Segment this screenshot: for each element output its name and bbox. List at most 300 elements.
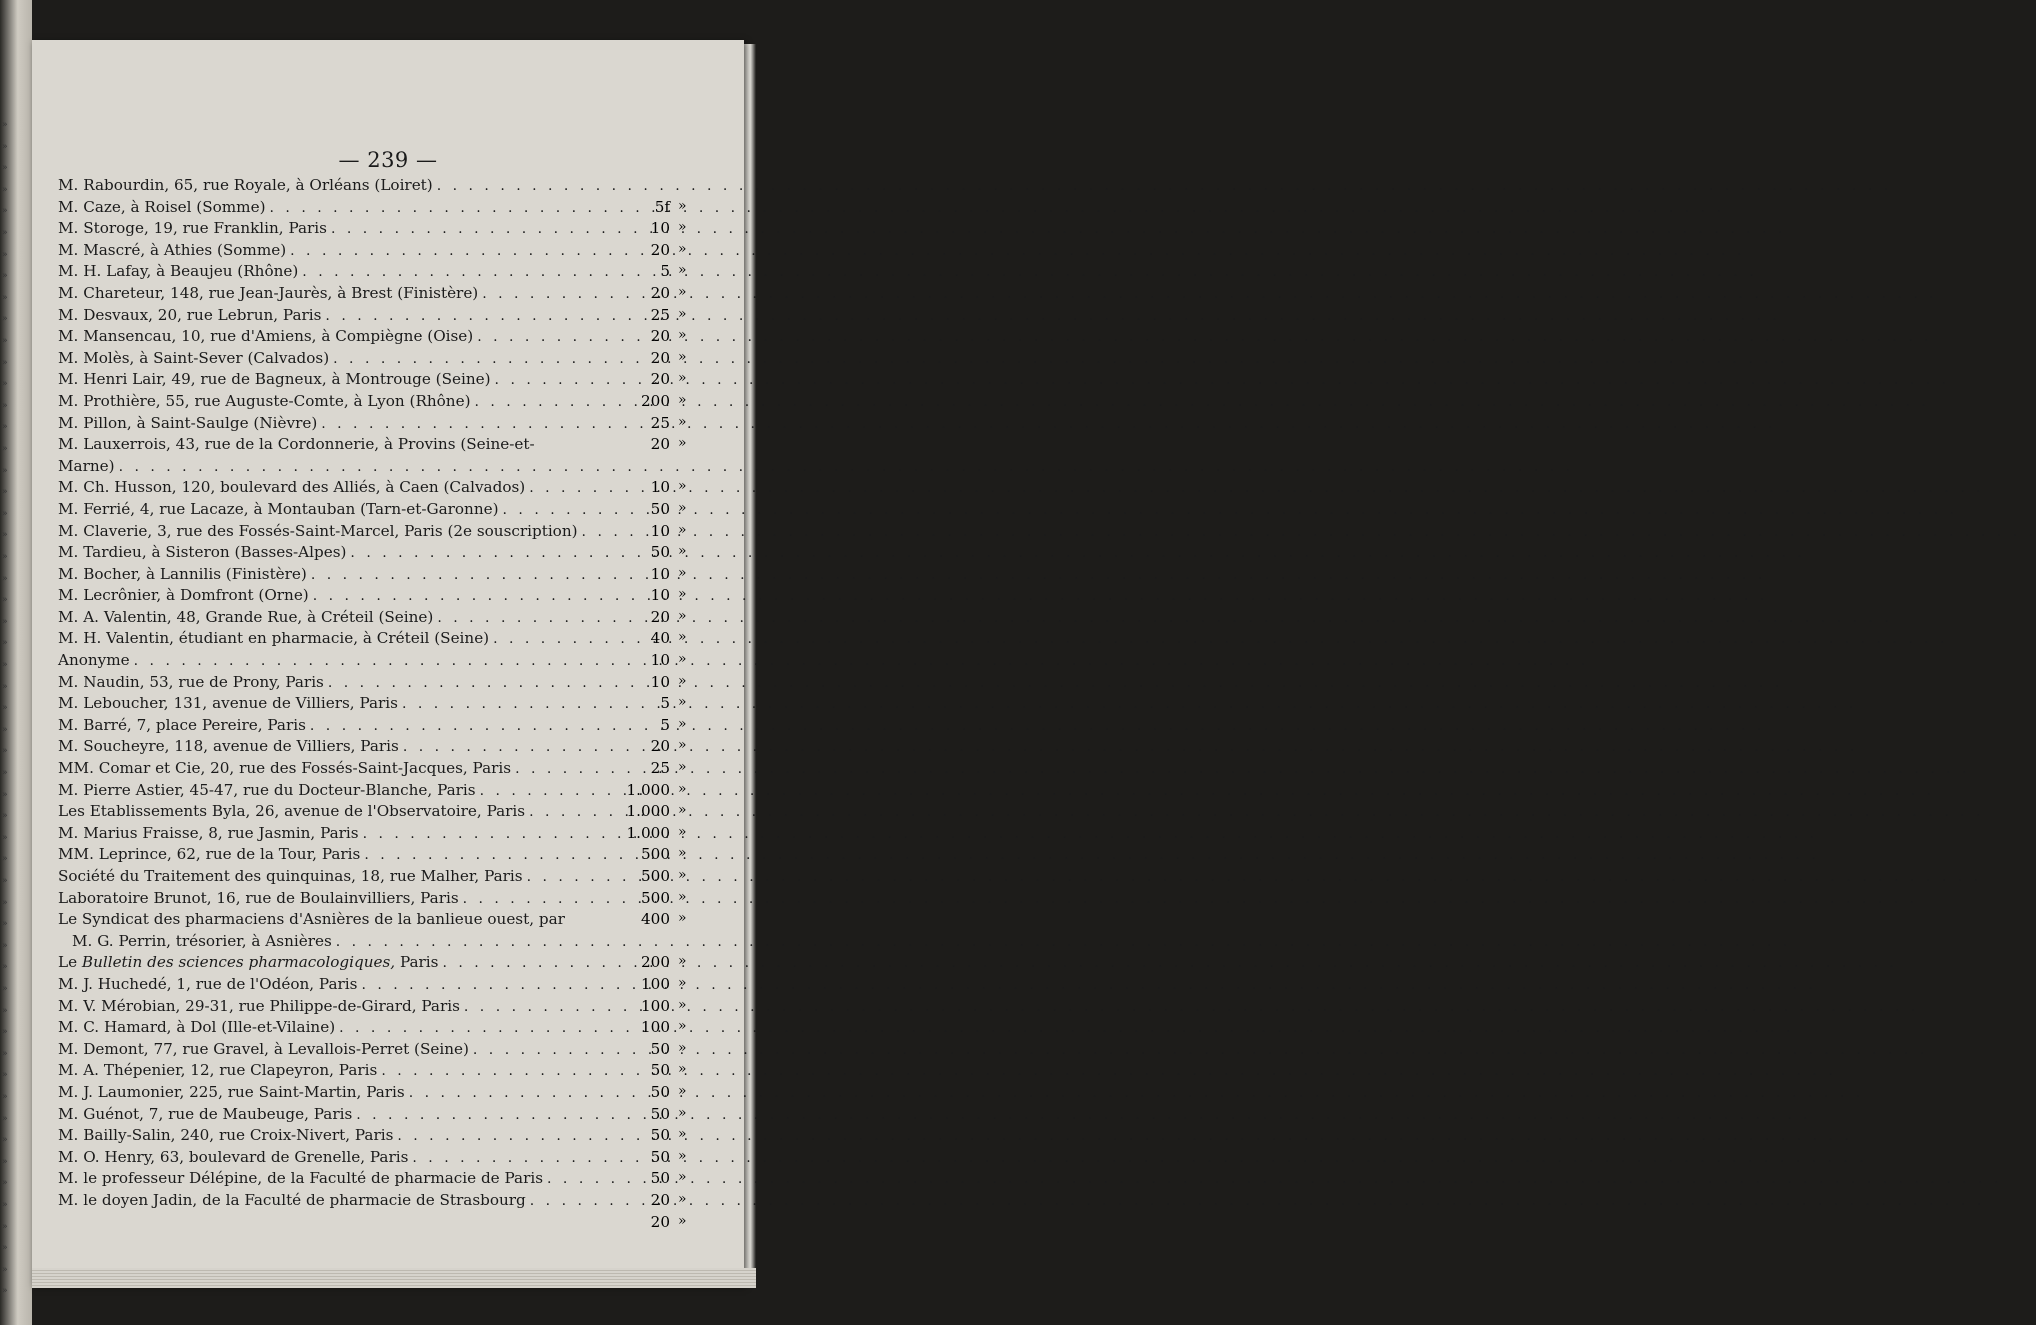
edge-mark: » bbox=[2, 746, 8, 757]
amount: 40 bbox=[650, 629, 670, 648]
amount: 5 bbox=[660, 694, 670, 713]
dot-leader bbox=[543, 1171, 2002, 1187]
amount: 10 bbox=[650, 651, 670, 670]
subscriber-name: Marne) bbox=[58, 456, 115, 475]
subscriber-name: M. Barré, 7, place Pereire, Paris bbox=[58, 715, 306, 734]
dot-leader bbox=[398, 696, 1857, 712]
dot-leader bbox=[309, 588, 1768, 604]
subscriber-name: Laboratoire Brunot, 16, rue de Boulainvilliers, Paris bbox=[58, 888, 459, 907]
entry-line bbox=[58, 910, 633, 932]
dot-leader bbox=[306, 715, 1765, 734]
dot-leader bbox=[393, 1128, 1852, 1144]
entry-line bbox=[58, 737, 593, 759]
subscriber-name: M. C. Hamard, à Dol (Ille-et-Vilaine) bbox=[58, 1018, 336, 1037]
edge-mark: » bbox=[2, 314, 8, 325]
amount-unit: » bbox=[678, 1169, 687, 1186]
entry-line bbox=[58, 1126, 593, 1148]
edge-mark: » bbox=[2, 1092, 8, 1102]
dot-leader bbox=[491, 372, 1950, 388]
amount: 50 bbox=[650, 1061, 670, 1080]
amount-unit: » bbox=[678, 715, 687, 732]
dot-leader bbox=[357, 974, 1816, 993]
amount: 20 bbox=[650, 240, 670, 259]
amount-unit: » bbox=[678, 629, 687, 646]
amount-unit: » bbox=[678, 413, 687, 430]
entry-line bbox=[58, 889, 593, 911]
subscriber-name: M. le doyen Jadin, de la Faculté de pharmacie de Strasbourg bbox=[58, 1190, 526, 1209]
edge-mark: » bbox=[2, 1048, 8, 1059]
edge-mark: » bbox=[2, 357, 8, 368]
subscriber-name: M. Naudin, 53, rue de Prony, Paris bbox=[58, 672, 324, 691]
amount-unit: » bbox=[678, 586, 687, 603]
dot-leader bbox=[578, 521, 2036, 540]
subscriber-name: M. Desvaux, 20, rue Lebrun, Paris bbox=[58, 305, 322, 324]
dot-leader bbox=[523, 869, 1982, 885]
amount-unit: » bbox=[678, 391, 687, 408]
dot-leader bbox=[399, 739, 1858, 755]
dot-leader bbox=[433, 607, 1892, 626]
dot-leader bbox=[115, 459, 1574, 475]
amount: 20 bbox=[650, 348, 670, 367]
amount-unit: » bbox=[678, 499, 687, 516]
entry-line bbox=[58, 651, 593, 673]
amount-unit: » bbox=[678, 1104, 687, 1121]
amount-unit: » bbox=[678, 607, 687, 624]
amount-unit: » bbox=[678, 694, 687, 711]
edge-mark: » bbox=[2, 616, 8, 627]
amount-unit: » bbox=[678, 1061, 687, 1078]
list-item bbox=[58, 435, 648, 457]
subscriber-name: M. Claverie, 3, rue des Fossés-Saint-Marcel, Paris (2e souscription) bbox=[58, 521, 578, 540]
edge-mark: » bbox=[2, 292, 8, 303]
entry-line bbox=[58, 457, 593, 479]
amount-unit: » bbox=[678, 197, 687, 214]
edge-mark: » bbox=[2, 638, 8, 649]
edge-mark: » bbox=[2, 681, 8, 692]
entry-line bbox=[58, 1191, 593, 1213]
entry-line bbox=[58, 867, 593, 889]
amount-unit: » bbox=[678, 543, 687, 560]
amount-unit: » bbox=[678, 1212, 687, 1229]
edge-mark: » bbox=[2, 1113, 8, 1124]
dot-leader bbox=[327, 221, 1786, 237]
subscriber-name: M. J. Laumonier, 225, rue Saint-Martin, Paris bbox=[58, 1082, 405, 1101]
amount: 10 bbox=[650, 219, 670, 238]
edge-mark: » bbox=[2, 1156, 8, 1167]
dot-leader bbox=[489, 631, 1948, 647]
amount-unit: » bbox=[678, 910, 687, 927]
subscriber-name: M. Storoge, 19, rue Franklin, Paris bbox=[58, 219, 327, 238]
dot-leader bbox=[317, 413, 1776, 432]
dot-leader bbox=[346, 545, 1805, 561]
dot-leader bbox=[469, 1039, 1928, 1058]
subscriber-name: MM. Comar et Cie, 20, rue des Fossés-Saint-Jacques, Paris bbox=[58, 759, 512, 778]
dot-leader bbox=[525, 804, 1984, 820]
dot-leader bbox=[511, 761, 1970, 777]
subscriber-name: M. Pillon, à Saint-Saulge (Nièvre) bbox=[58, 413, 318, 432]
edge-mark: » bbox=[2, 832, 8, 843]
amount: 10 bbox=[650, 521, 670, 540]
dot-leader bbox=[460, 996, 1919, 1015]
subscriber-name: M. Tardieu, à Sisteron (Basses-Alpes) bbox=[58, 543, 347, 562]
amount: 20 bbox=[650, 370, 670, 389]
subscriber-name-suffix: Paris bbox=[395, 953, 439, 972]
edge-mark: » bbox=[2, 1005, 8, 1016]
edge-mark: » bbox=[2, 163, 8, 174]
amount-unit: » bbox=[678, 348, 687, 365]
amount: 5 bbox=[660, 262, 670, 281]
amount: 20 bbox=[650, 283, 670, 302]
dot-leader bbox=[307, 564, 1766, 583]
amount: 20 bbox=[650, 607, 670, 626]
amount-unit: » bbox=[678, 672, 687, 689]
amount-unit: » bbox=[678, 974, 687, 991]
entry-line bbox=[58, 975, 593, 997]
amount: 20 bbox=[650, 327, 670, 346]
amount: 400 bbox=[641, 910, 670, 929]
entry-line bbox=[58, 629, 593, 651]
subscriber-name: M. Prothière, 55, rue Auguste-Comte, à Lyon (Rhône) bbox=[58, 391, 471, 410]
entry-line bbox=[58, 349, 593, 371]
amount-unit: » bbox=[678, 867, 687, 883]
edge-mark: » bbox=[2, 465, 8, 476]
entry-line bbox=[58, 694, 593, 716]
edge-mark: » bbox=[2, 379, 8, 390]
edge-mark: » bbox=[2, 1264, 8, 1275]
edge-mark: » bbox=[2, 206, 8, 217]
amount: 50 bbox=[650, 1126, 670, 1145]
dot-leader bbox=[473, 329, 1932, 345]
dot-leader bbox=[433, 178, 1892, 194]
dot-leader bbox=[360, 847, 1819, 863]
dot-leader bbox=[329, 348, 1788, 367]
amount: 20 bbox=[650, 1212, 670, 1231]
adjacent-page-edge bbox=[0, 0, 32, 1325]
subscriber-name: Anonyme bbox=[58, 651, 130, 670]
entry-line bbox=[58, 219, 593, 241]
dot-leader bbox=[286, 240, 1745, 259]
subscriber-name: M. H. Valentin, étudiant en pharmacie, à Créteil (Seine) bbox=[58, 629, 490, 648]
entry-line bbox=[58, 522, 593, 544]
entry-line bbox=[58, 1105, 593, 1127]
entry-line bbox=[58, 781, 593, 803]
subscriber-name: M. Leboucher, 131, avenue de Villiers, Paris bbox=[58, 694, 398, 713]
entry-line bbox=[58, 845, 593, 867]
edge-mark: » bbox=[2, 768, 8, 778]
dot-leader bbox=[476, 780, 1935, 799]
entry-line bbox=[58, 953, 593, 975]
subscriber-name: M. Caze, à Roisel (Somme) bbox=[58, 197, 266, 216]
dot-leader bbox=[130, 653, 1589, 669]
edge-mark: » bbox=[2, 573, 8, 584]
edge-mark: » bbox=[2, 271, 8, 282]
subscriber-name: M. Lecrônier, à Domfront (Orne) bbox=[58, 586, 309, 605]
edge-mark: » bbox=[2, 228, 8, 238]
amount-unit: » bbox=[678, 651, 687, 668]
entry-line bbox=[58, 435, 633, 457]
edge-mark: » bbox=[2, 984, 8, 994]
subscriber-name: M. Bocher, à Lannilis (Finistère) bbox=[58, 564, 307, 583]
amount-unit: » bbox=[678, 888, 687, 905]
edge-mark: » bbox=[2, 919, 8, 930]
amount: 50 bbox=[650, 1104, 670, 1123]
entry-line bbox=[58, 241, 593, 263]
subscriber-name: M. Ch. Husson, 120, boulevard des Alliés, à Caen (Calvados) bbox=[58, 478, 526, 497]
entry-line bbox=[58, 284, 593, 306]
dot-leader bbox=[405, 1082, 1864, 1101]
edge-mark: » bbox=[2, 876, 8, 886]
entry-line bbox=[58, 306, 593, 328]
subscriber-name: M. Rabourdin, 65, rue Royale, à Orléans (Loiret) bbox=[58, 176, 433, 194]
edge-mark: » bbox=[2, 811, 8, 822]
dot-leader bbox=[335, 1020, 1794, 1036]
subscriber-name: M. G. Perrin, trésorier, à Asnières bbox=[72, 931, 332, 950]
dot-leader bbox=[298, 264, 1757, 280]
edge-mark: » bbox=[2, 724, 8, 735]
amount-unit: » bbox=[678, 845, 687, 862]
amount-unit: » bbox=[678, 780, 687, 797]
amount: 100 bbox=[641, 974, 670, 993]
entry-line bbox=[58, 716, 593, 738]
amount-unit: » bbox=[678, 262, 687, 279]
entry-line bbox=[58, 608, 593, 630]
entry-line bbox=[58, 392, 593, 414]
entry-line bbox=[58, 1018, 593, 1040]
subscriber-name: Les Etablissements Byla, 26, avenue de l'Observatoire, Paris bbox=[58, 802, 526, 821]
amount-unit: » bbox=[678, 521, 687, 538]
subscriber-name: M. Chareteur, 148, rue Jean-Jaurès, à Brest (Finistère) bbox=[58, 283, 479, 302]
entry-line bbox=[58, 176, 593, 198]
amount: 10 bbox=[650, 672, 670, 691]
entry-line bbox=[58, 478, 593, 500]
amount: 50 bbox=[650, 1082, 670, 1101]
subscriber-name: M. A. Thépenier, 12, rue Clapeyron, Paris bbox=[58, 1061, 378, 1080]
amount-unit: » bbox=[678, 305, 687, 322]
entry-line bbox=[58, 1061, 593, 1083]
subscriber-name: M. Soucheyre, 118, avenue de Villiers, Paris bbox=[58, 737, 399, 756]
amount: 50 bbox=[650, 1169, 670, 1188]
edge-mark: » bbox=[2, 1135, 8, 1146]
edge-mark: » bbox=[2, 249, 8, 260]
entry-line bbox=[58, 1169, 593, 1191]
subscriber-name: M. Lauxerrois, 43, rue de la Cordonnerie, à Provins (Seine-et- bbox=[58, 435, 535, 454]
amount-unit: » bbox=[678, 1082, 687, 1099]
dot-leader bbox=[438, 955, 1897, 971]
edge-mark: » bbox=[2, 1178, 8, 1189]
subscriber-name: M. le professeur Délépine, de la Faculté de pharmacie de Paris bbox=[58, 1169, 544, 1188]
entry-line bbox=[58, 198, 593, 220]
amount: 50 bbox=[650, 543, 670, 562]
list-item bbox=[58, 1190, 687, 1231]
amount-unit: » bbox=[678, 1018, 687, 1035]
dot-leader bbox=[478, 283, 1937, 302]
amount: 100 bbox=[641, 1018, 670, 1037]
amount-unit: » bbox=[678, 283, 687, 300]
amount: 20 bbox=[650, 1190, 670, 1209]
dot-leader bbox=[266, 197, 1725, 216]
subscriber-name: M. O. Henry, 63, boulevard de Grenelle, Paris bbox=[58, 1147, 409, 1166]
subscriber-name: M. Molès, à Saint-Sever (Calvados) bbox=[58, 348, 330, 367]
publication-title: Bulletin des sciences pharmacologiques, bbox=[81, 953, 396, 972]
amount-unit: » bbox=[678, 370, 687, 387]
amount: 500 bbox=[641, 867, 670, 885]
entry-line bbox=[58, 997, 593, 1019]
amount: 5f bbox=[654, 197, 670, 216]
amount-unit: » bbox=[678, 1126, 687, 1143]
dot-leader bbox=[471, 391, 1930, 410]
amount-unit: » bbox=[678, 759, 687, 776]
amount: 25 bbox=[650, 413, 670, 432]
entry-line bbox=[58, 327, 593, 349]
edge-mark: » bbox=[2, 1200, 8, 1210]
dot-leader bbox=[377, 1063, 1836, 1079]
edge-mark: » bbox=[2, 1286, 8, 1297]
subscriber-name: M. Henri Lair, 49, rue de Bagneux, à Montrouge (Seine) bbox=[58, 370, 491, 389]
amount-unit: » bbox=[678, 219, 687, 236]
amount: 10 bbox=[650, 564, 670, 583]
amount-unit: » bbox=[678, 1190, 687, 1207]
amount: 10 bbox=[650, 478, 670, 497]
amount: 1.000 bbox=[626, 823, 670, 842]
page-number: — 239 — bbox=[338, 148, 438, 172]
edge-mark: » bbox=[2, 789, 8, 800]
edge-mark: » bbox=[2, 141, 8, 152]
edge-mark: » bbox=[2, 444, 8, 454]
amount-unit: » bbox=[678, 478, 687, 495]
subscriber-name: M. V. Mérobian, 29-31, rue Philippe-de-Girard, Paris bbox=[58, 996, 460, 1015]
dot-leader bbox=[526, 1190, 1985, 1209]
edge-mark: » bbox=[2, 897, 8, 908]
edge-mark: » bbox=[2, 422, 8, 433]
edge-mark: » bbox=[2, 508, 8, 519]
edge-mark: » bbox=[2, 595, 8, 606]
book-page bbox=[32, 40, 744, 1285]
entry-line bbox=[58, 1148, 593, 1170]
amount: 5 bbox=[660, 715, 670, 734]
amount: 500 bbox=[641, 845, 670, 864]
entry-line bbox=[58, 565, 593, 587]
subscriber-name: MM. Leprince, 62, rue de la Tour, Paris bbox=[58, 845, 361, 864]
dot-leader bbox=[459, 888, 1918, 907]
entry-line bbox=[58, 1083, 593, 1105]
entry-line bbox=[58, 1040, 593, 1062]
subscriber-name: M. A. Valentin, 48, Grande Rue, à Créteil (Seine) bbox=[58, 607, 434, 626]
amount: 1.000 bbox=[626, 802, 670, 821]
subscriber-name: M. Pierre Astier, 45-47, rue du Docteur-Blanche, Paris bbox=[58, 780, 476, 799]
list-item bbox=[58, 910, 648, 932]
amount-unit: » bbox=[678, 996, 687, 1013]
amount: 10 bbox=[650, 586, 670, 605]
entry-line bbox=[58, 932, 593, 954]
edge-mark: » bbox=[2, 552, 8, 562]
dot-leader bbox=[408, 1147, 1867, 1166]
subscriber-name: M. Guénot, 7, rue de Maubeuge, Paris bbox=[58, 1104, 353, 1123]
subscriber-name: M. Mascré, à Athies (Somme) bbox=[58, 240, 287, 259]
edge-mark: » bbox=[2, 184, 8, 195]
subscriber-name: M. Mansencau, 10, rue d'Amiens, à Compiègne (Oise) bbox=[58, 327, 474, 346]
entry-line bbox=[58, 543, 593, 565]
subscriber-name: M. H. Lafay, à Beaujeu (Rhône) bbox=[58, 262, 299, 281]
subscriber-name-prefix: Le bbox=[58, 953, 82, 972]
entry-line bbox=[58, 262, 593, 284]
edge-mark: » bbox=[2, 1027, 8, 1038]
subscriber-name: M. Bailly-Salin, 240, rue Croix-Nivert, Paris bbox=[58, 1126, 394, 1145]
edge-mark: » bbox=[2, 120, 8, 130]
subscriber-name: M. J. Huchedé, 1, rue de l'Odéon, Paris bbox=[58, 974, 358, 993]
edge-mark: » bbox=[2, 530, 8, 541]
amount-unit: » bbox=[678, 1147, 687, 1164]
dot-leader bbox=[499, 499, 1958, 518]
amount: 20 bbox=[650, 435, 670, 454]
amount-unit: » bbox=[678, 737, 687, 754]
page-stack-bottom bbox=[32, 1268, 756, 1288]
edge-mark: » bbox=[2, 1070, 8, 1081]
dot-leader bbox=[525, 480, 1984, 496]
entry-line bbox=[58, 414, 593, 436]
amount: 25 bbox=[650, 305, 670, 324]
edge-mark: » bbox=[2, 336, 8, 346]
amount: 500 bbox=[641, 888, 670, 907]
dot-leader bbox=[324, 672, 1783, 691]
edge-mark: » bbox=[2, 487, 8, 498]
amount: 100 bbox=[641, 996, 670, 1015]
edge-mark: » bbox=[2, 962, 8, 973]
subscriber-name bbox=[58, 953, 438, 971]
entry-line bbox=[58, 802, 593, 824]
entry-line bbox=[58, 586, 593, 608]
subscriber-name: Le Syndicat des pharmaciens d'Asnières de la banlieue ouest, par bbox=[58, 910, 565, 929]
amount-unit: » bbox=[678, 327, 687, 344]
amount: 1.000 bbox=[626, 780, 670, 799]
amount: 50 bbox=[650, 1147, 670, 1166]
subscriber-name: M. Marius Fraisse, 8, rue Jasmin, Paris bbox=[58, 823, 359, 842]
amount: 25 bbox=[650, 759, 670, 778]
edge-mark: » bbox=[2, 660, 8, 670]
dot-leader bbox=[352, 1104, 1811, 1123]
amount: 50 bbox=[650, 1039, 670, 1058]
subscriber-name: M. Ferrié, 4, rue Lacaze, à Montauban (Tarn-et-Garonne) bbox=[58, 499, 499, 518]
dot-leader bbox=[332, 934, 1791, 950]
edge-mark: » bbox=[2, 400, 8, 411]
subscription-list bbox=[58, 176, 687, 1231]
amount-unit: » bbox=[678, 564, 687, 581]
edge-mark: » bbox=[2, 1243, 8, 1254]
entry-line bbox=[58, 500, 593, 522]
entry-line bbox=[58, 370, 593, 392]
edge-mark: » bbox=[2, 1221, 8, 1232]
subscriber-name: M. Demont, 77, rue Gravel, à Levallois-Perret (Seine) bbox=[58, 1039, 469, 1058]
adjacent-page-marks bbox=[2, 60, 12, 1297]
amount: 20 bbox=[650, 737, 670, 756]
amount-unit: » bbox=[678, 435, 687, 452]
dot-leader bbox=[359, 823, 1818, 842]
amount: 200 bbox=[641, 391, 670, 410]
entry-line bbox=[58, 824, 593, 846]
subscriber-name: Société du Traitement des quinquinas, 18, rue Malher, Paris bbox=[58, 867, 523, 885]
amount: 200 bbox=[641, 953, 670, 972]
edge-mark: » bbox=[2, 854, 8, 865]
amount-unit: » bbox=[678, 1039, 687, 1056]
amount-unit: » bbox=[678, 953, 687, 970]
edge-mark: » bbox=[2, 940, 8, 951]
amount: 50 bbox=[650, 499, 670, 518]
entry-line bbox=[58, 673, 593, 695]
amount-unit: » bbox=[678, 240, 687, 257]
amount-unit: » bbox=[678, 823, 687, 840]
entry-line bbox=[58, 759, 593, 781]
edge-mark: » bbox=[2, 703, 8, 714]
dot-leader bbox=[321, 305, 1780, 324]
